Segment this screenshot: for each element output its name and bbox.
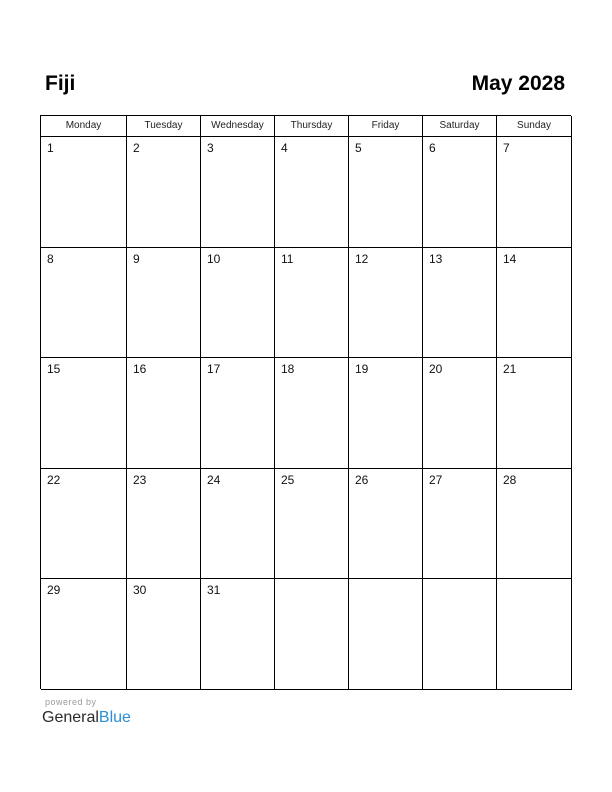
day-cell — [349, 358, 423, 469]
day-number: 19 — [355, 362, 369, 377]
day-number: 24 — [207, 472, 221, 487]
day-number: 22 — [47, 472, 61, 487]
weekday-header-friday: Friday — [349, 116, 423, 137]
day-number: 13 — [429, 251, 443, 266]
day-number: 30 — [133, 583, 147, 598]
day-number: 26 — [355, 472, 369, 487]
day-number: 12 — [355, 251, 369, 266]
day-number: 8 — [47, 251, 54, 266]
day-cell — [423, 248, 497, 359]
day-number: 14 — [503, 251, 517, 266]
day-cell — [127, 137, 201, 248]
day-cell — [275, 469, 349, 580]
day-cell — [423, 469, 497, 580]
day-cell — [275, 137, 349, 248]
weekday-header-tuesday: Tuesday — [127, 116, 201, 137]
day-number: 5 — [355, 141, 362, 155]
day-number: 18 — [281, 362, 295, 377]
day-cell — [423, 137, 497, 248]
day-cell — [423, 579, 497, 690]
day-cell — [497, 248, 572, 359]
weekday-header-monday: Monday — [41, 116, 127, 137]
weekday-header-wednesday: Wednesday — [201, 116, 275, 137]
day-cell — [127, 248, 201, 359]
month-year-title: May 2028 — [471, 72, 565, 95]
day-cell — [127, 358, 201, 469]
day-cell — [423, 358, 497, 469]
day-number: 15 — [47, 362, 61, 377]
day-cell — [41, 358, 127, 469]
brand-general-text: General — [42, 709, 99, 726]
day-cell — [275, 358, 349, 469]
day-cell — [275, 248, 349, 359]
day-cell — [275, 579, 349, 690]
country-title: Fiji — [45, 72, 76, 95]
day-cell — [497, 358, 572, 469]
day-cell — [201, 358, 275, 469]
day-number: 20 — [429, 362, 443, 377]
weekday-header-saturday: Saturday — [423, 116, 497, 137]
day-number: 31 — [207, 583, 221, 598]
day-cell — [127, 469, 201, 580]
day-cell — [201, 579, 275, 690]
day-cell — [201, 469, 275, 580]
day-number: 7 — [503, 141, 510, 155]
day-number: 10 — [207, 251, 221, 266]
calendar-grid — [40, 115, 571, 689]
day-number: 23 — [133, 472, 147, 487]
powered-by-text: powered by — [45, 697, 97, 707]
day-cell — [349, 137, 423, 248]
weekday-header-sunday: Sunday — [497, 116, 572, 137]
day-number: 3 — [207, 141, 214, 155]
day-number: 1 — [47, 141, 54, 155]
generalblue-logo — [42, 708, 131, 728]
day-cell — [201, 137, 275, 248]
day-cell — [497, 137, 572, 248]
day-cell — [41, 579, 127, 690]
day-cell — [201, 248, 275, 359]
brand-blue-text: Blue — [98, 709, 131, 726]
day-cell — [41, 137, 127, 248]
day-number: 25 — [281, 472, 295, 487]
day-number: 16 — [133, 362, 147, 377]
day-cell — [349, 248, 423, 359]
weekday-header-thursday: Thursday — [275, 116, 349, 137]
day-number: 21 — [503, 362, 517, 377]
day-number: 17 — [207, 362, 221, 377]
day-number: 4 — [281, 141, 288, 155]
day-number: 11 — [281, 251, 294, 266]
day-number: 9 — [133, 251, 140, 266]
day-number: 29 — [47, 583, 61, 598]
day-cell — [41, 469, 127, 580]
day-cell — [41, 248, 127, 359]
day-cell — [127, 579, 201, 690]
footer-branding — [42, 697, 131, 728]
day-number: 27 — [429, 472, 443, 487]
day-cell — [349, 579, 423, 690]
day-cell — [497, 469, 572, 580]
day-cell — [497, 579, 572, 690]
day-number: 2 — [133, 141, 140, 155]
day-number: 6 — [429, 141, 436, 155]
day-number: 28 — [503, 472, 517, 487]
day-cell — [349, 469, 423, 580]
